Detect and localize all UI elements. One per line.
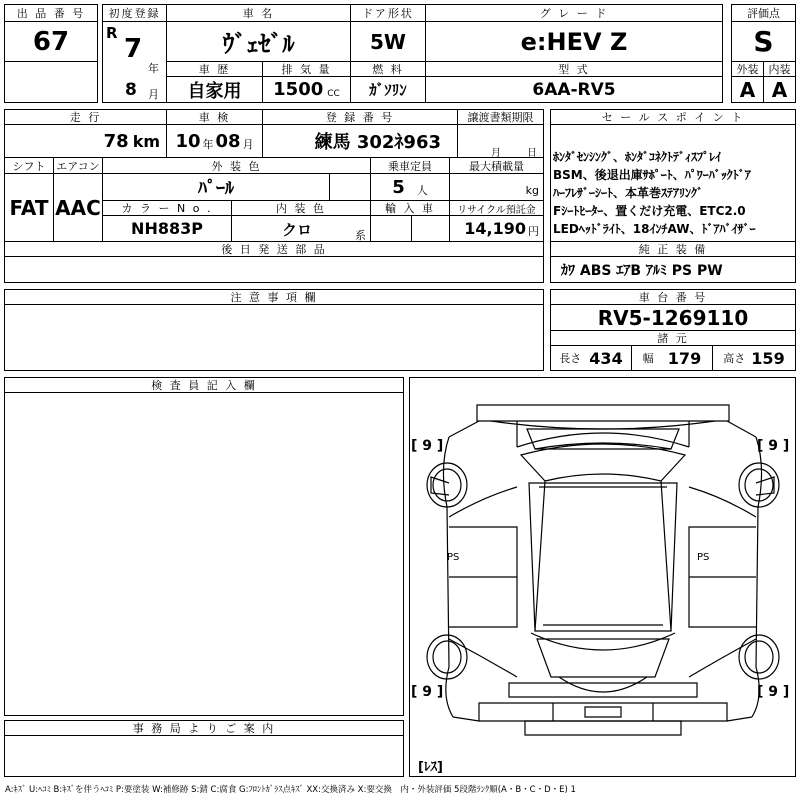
- mileage-unit: km: [132, 131, 160, 151]
- capacity: 5: [392, 176, 405, 198]
- inspection-box: [166, 124, 263, 158]
- registration-label: 登 録 番 号: [262, 109, 458, 125]
- interior-grade: A: [763, 76, 796, 103]
- chassis-label: 車 台 番 号: [550, 289, 796, 305]
- year-unit: 年: [148, 62, 159, 75]
- spare-tire: [ﾚｽ]: [418, 760, 443, 775]
- first-reg-label: 初度登録: [102, 4, 167, 22]
- sales-point-line: BSM、後退出庫ｻﾎﾟｰﾄ、ﾊﾟﾜｰﾊﾞｯｸﾄﾞｱ: [553, 168, 751, 182]
- first-reg-year: 7: [124, 34, 143, 64]
- interior-color-label: 内 装 色: [231, 200, 371, 216]
- exterior-color-blank: [329, 173, 371, 201]
- tire-rear-left: [ 9 ]: [411, 684, 444, 700]
- fuel-label: 燃 料: [350, 61, 426, 77]
- exterior-color: ﾊﾟｰﾙ: [102, 173, 330, 201]
- later-parts-box: [4, 256, 544, 283]
- recycle-label: リサイクル預託金: [449, 200, 544, 216]
- model-label: 型 式: [425, 61, 723, 77]
- equipment-label: 純 正 装 備: [550, 241, 796, 257]
- grade: e:HEV Z: [425, 21, 723, 62]
- color-no-label: カ ラ ー N o .: [102, 200, 232, 216]
- history: 自家用: [166, 76, 263, 103]
- recycle-unit: 円: [528, 224, 539, 238]
- transfer-docs-label: 譲渡書類期限: [457, 109, 544, 125]
- recycle-box: [449, 215, 544, 242]
- sales-point-line: ﾊｰﾌﾚｻﾞｰｼｰﾄ、本革巻ｽﾃｱﾘﾝｸﾞ: [553, 186, 704, 200]
- registration-number: 練馬 302ﾈ963: [262, 124, 458, 158]
- capacity-box: [370, 173, 450, 201]
- tire-front-right: [ 9 ]: [757, 438, 790, 454]
- length-label: 長さ: [559, 352, 582, 365]
- width: 179: [667, 348, 702, 368]
- import-box-1: [370, 215, 412, 242]
- ps-mark-right: PS: [697, 552, 710, 563]
- notes-box: [4, 304, 544, 371]
- width-box: [631, 345, 713, 371]
- max-load-unit: kg: [449, 173, 544, 201]
- exterior-color-label: 外 装 色: [102, 157, 371, 174]
- model-code: 6AA-RV5: [425, 76, 723, 103]
- displacement-label: 排 気 量: [262, 61, 351, 77]
- mileage-label: 走 行: [4, 109, 167, 125]
- height: 159: [751, 348, 785, 368]
- lot-number-label: 出 品 番 号: [4, 4, 98, 22]
- displacement-box: [262, 76, 351, 103]
- aircon-label: エアコン: [53, 157, 103, 174]
- equipment: ｶﾜ ABS ｴｱB ｱﾙﾐ PS PW: [550, 256, 796, 283]
- sales-points-box: [550, 124, 796, 242]
- interior-color-unit: 系: [355, 229, 366, 242]
- inspection-year: 10: [175, 130, 201, 152]
- length-box: [550, 345, 632, 371]
- import-label: 輸 入 車: [370, 200, 450, 216]
- inspection-month: 08: [215, 130, 241, 152]
- height-box: [712, 345, 796, 371]
- history-label: 車 歴: [166, 61, 263, 77]
- capacity-unit: 人: [416, 184, 428, 197]
- legend: A:ｷｽﾞ U:ﾍｺﾐ B:ｷｽﾞを伴うﾍｺﾐ P:要塗装 W:補修跡 S:錆 C:腐食 G:ﾌﾛﾝﾄｶﾞﾗｽ点ｷｽﾞ XX:交換済み X:要交換 内・外装評価 5段階ﾗﾝｸ順(A・B・C・D・E) 1: [5, 785, 576, 795]
- transfer-month: 月: [491, 148, 501, 159]
- ps-mark-left: PS: [447, 552, 460, 563]
- recycle-fee: 14,190: [464, 219, 526, 238]
- car-name: ｳﾞｪｾﾞﾙ: [166, 21, 351, 62]
- exterior-grade-label: 外装: [731, 61, 764, 77]
- score: S: [731, 21, 796, 62]
- inspector-notes-box: [4, 392, 404, 716]
- exterior-grade: A: [731, 76, 764, 103]
- dimensions-label: 諸 元: [550, 330, 796, 346]
- color-number: NH883P: [102, 215, 232, 242]
- month-unit: 月: [148, 88, 159, 101]
- fuel: ｶﾞｿﾘﾝ: [350, 76, 426, 103]
- office-notes-label: 事 務 局 よ り ご 案 内: [4, 720, 404, 736]
- height-label: 高さ: [723, 352, 746, 365]
- sales-point-line: Fｼｰﾄﾋｰﾀｰ、置くだけ充電、ETC2.0: [553, 204, 746, 218]
- displacement-unit: CC: [327, 88, 340, 99]
- inspection-label: 車 検: [166, 109, 263, 125]
- grade-label: グ レ ー ド: [425, 4, 723, 22]
- score-label: 評価点: [731, 4, 796, 22]
- office-notes-box: [4, 735, 404, 777]
- interior-grade-label: 内装: [763, 61, 796, 77]
- first-reg-month: 8: [125, 80, 137, 100]
- chassis-number: RV5-1269110: [550, 304, 796, 331]
- inspection-month-unit: 月: [242, 138, 254, 151]
- shift-label: シフト: [4, 157, 54, 174]
- import-box-2: [411, 215, 450, 242]
- inspection-year-unit: 年: [202, 138, 214, 151]
- mileage: 78: [103, 130, 129, 152]
- width-label: 幅: [642, 352, 654, 365]
- transfer-day: 日: [527, 148, 537, 159]
- inspector-notes-label: 検 査 員 記 入 欄: [4, 377, 404, 393]
- notes-label: 注 意 事 項 欄: [4, 289, 544, 305]
- lot-blank: [4, 61, 98, 103]
- tire-front-left: [ 9 ]: [411, 438, 444, 454]
- max-load-label: 最大積載量: [449, 157, 544, 174]
- shift: FAT: [4, 173, 54, 242]
- car-body-diagram: [409, 377, 796, 777]
- door-type-label: ドア形状: [350, 4, 426, 22]
- car-name-label: 車 名: [166, 4, 351, 22]
- later-parts-label: 後 日 発 送 部 品: [4, 241, 544, 257]
- mileage-box: [4, 124, 167, 158]
- sales-points-label: セ ー ル ス ポ イ ン ト: [550, 109, 796, 125]
- capacity-label: 乗車定員: [370, 157, 450, 174]
- tire-rear-right: [ 9 ]: [757, 684, 790, 700]
- era: R: [106, 24, 118, 42]
- aircon: AAC: [53, 173, 103, 242]
- door-type: 5W: [350, 21, 426, 62]
- displacement: 1500: [273, 79, 324, 100]
- interior-color: クロ: [282, 221, 313, 239]
- length: 434: [589, 348, 623, 368]
- lot-number: 67: [4, 21, 98, 62]
- sales-point-line: ﾎﾝﾀﾞｾﾝｼﾝｸﾞ、ﾎﾝﾀﾞｺﾈｸﾄﾃﾞｨｽﾌﾟﾚｲ: [553, 150, 722, 164]
- sales-point-line: LEDﾍｯﾄﾞﾗｲﾄ、18ｲﾝﾁAW、ﾄﾞｱﾊﾞｲｻﾞｰ: [553, 222, 756, 236]
